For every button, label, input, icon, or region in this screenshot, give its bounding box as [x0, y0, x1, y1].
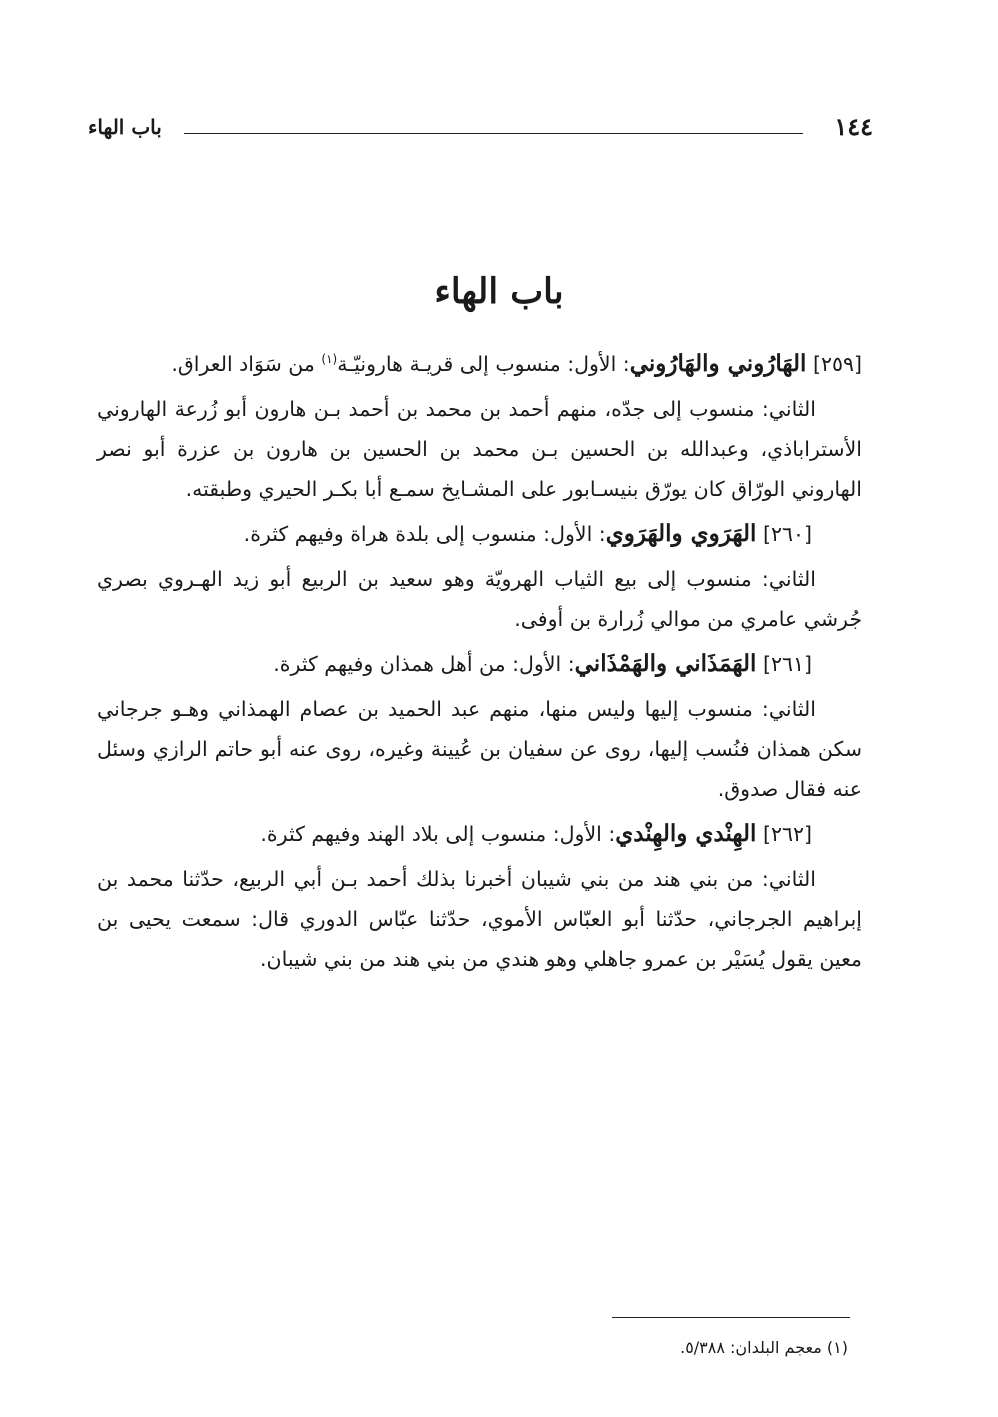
entry-262-first-sense	[97, 814, 862, 854]
entry-259-first-sense	[97, 344, 862, 384]
entry-261-second-sense: الثاني: منسوب إليها وليس منها، منهم عبد الحميد بن عصام الهمذاني وهـو جرجاني سكن همذان فنُسب إليها، روى عن سفيان بن عُيينة وغيره، روى عنه أبو حاتم الرازي وسئل عنه فقال صدوق.	[97, 697, 862, 801]
entry-text: : الأول: منسوب إلى قريـة هارونيّـة	[337, 352, 630, 376]
footnote-rule	[612, 1317, 850, 1318]
entry-text: من سَوَاد العراق.	[171, 352, 322, 376]
entry-text: : الأول: منسوب إلى بلدة هراة وفيهم كثرة.	[243, 522, 606, 546]
entry-heading: الهِنْدي والهِنْدي	[615, 820, 757, 847]
footnote-reference: (١)	[321, 352, 338, 367]
chapter-title: باب الهاء	[434, 271, 564, 312]
entry-number: [٢٥٩]	[812, 352, 862, 376]
body-text	[97, 344, 862, 979]
entry-number: [٢٦٢]	[762, 822, 812, 846]
entry-260-first-sense	[97, 514, 862, 554]
entry-text: : الأول: منسوب إلى بلاد الهند وفيهم كثرة.	[260, 822, 616, 846]
entry-text: : الأول: من أهل همذان وفيهم كثرة.	[273, 652, 575, 676]
footnote: (١) معجم البلدان: ٥/٣٨٨.	[680, 1338, 848, 1357]
entry-number: [٢٦١]	[762, 652, 812, 676]
entry-261-first-sense	[97, 644, 862, 684]
running-header	[88, 112, 873, 142]
entry-heading: الهَرَوي والهَرَوي	[605, 520, 757, 547]
entry-number: [٢٦٠]	[762, 522, 812, 546]
header-rule	[184, 133, 803, 134]
entry-260-second-sense: الثاني: منسوب إلى بيع الثياب الهرويّة وهو سعيد بن الربيع أبو زيد الهـروي بصري جُرشي عامري من موالي زُرارة بن أوفى.	[97, 567, 862, 631]
entry-heading: الهَمَذَاني والهَمْذَاني	[574, 650, 757, 677]
running-section-title: باب الهاء	[88, 115, 162, 139]
entry-heading: الهَارُوني والهَارُوني	[629, 350, 807, 377]
entry-259-second-sense: الثاني: منسوب إلى جدّه، منهم أحمد بن محمد بن أحمد بـن هارون أبو زُرعة الهاروني الأستراباذي، وعبدالله بن الحسين بـن محمد بن الحسين بن هارون بن عزرة أبو نصر الهاروني الورّاق كان يورّق بنيسـابور على المشـايخ سمـع أبا بكـر الحيري وطبقته.	[97, 397, 862, 501]
entry-262-second-sense: الثاني: من بني هند من بني شيبان أخبرنا بذلك أحمد بـن أبي الربيع، حدّثنا محمد بن إبراهيم الجرجاني، حدّثنا أبو العبّاس الأموي، حدّثنا عبّاس الدوري قال: سمعت يحيى بن معين يقول يُسَيْر بن عمرو جاهلي وهو هندي من بني هند من بني شيبان.	[97, 867, 862, 971]
page-number: ١٤٤	[834, 112, 873, 141]
